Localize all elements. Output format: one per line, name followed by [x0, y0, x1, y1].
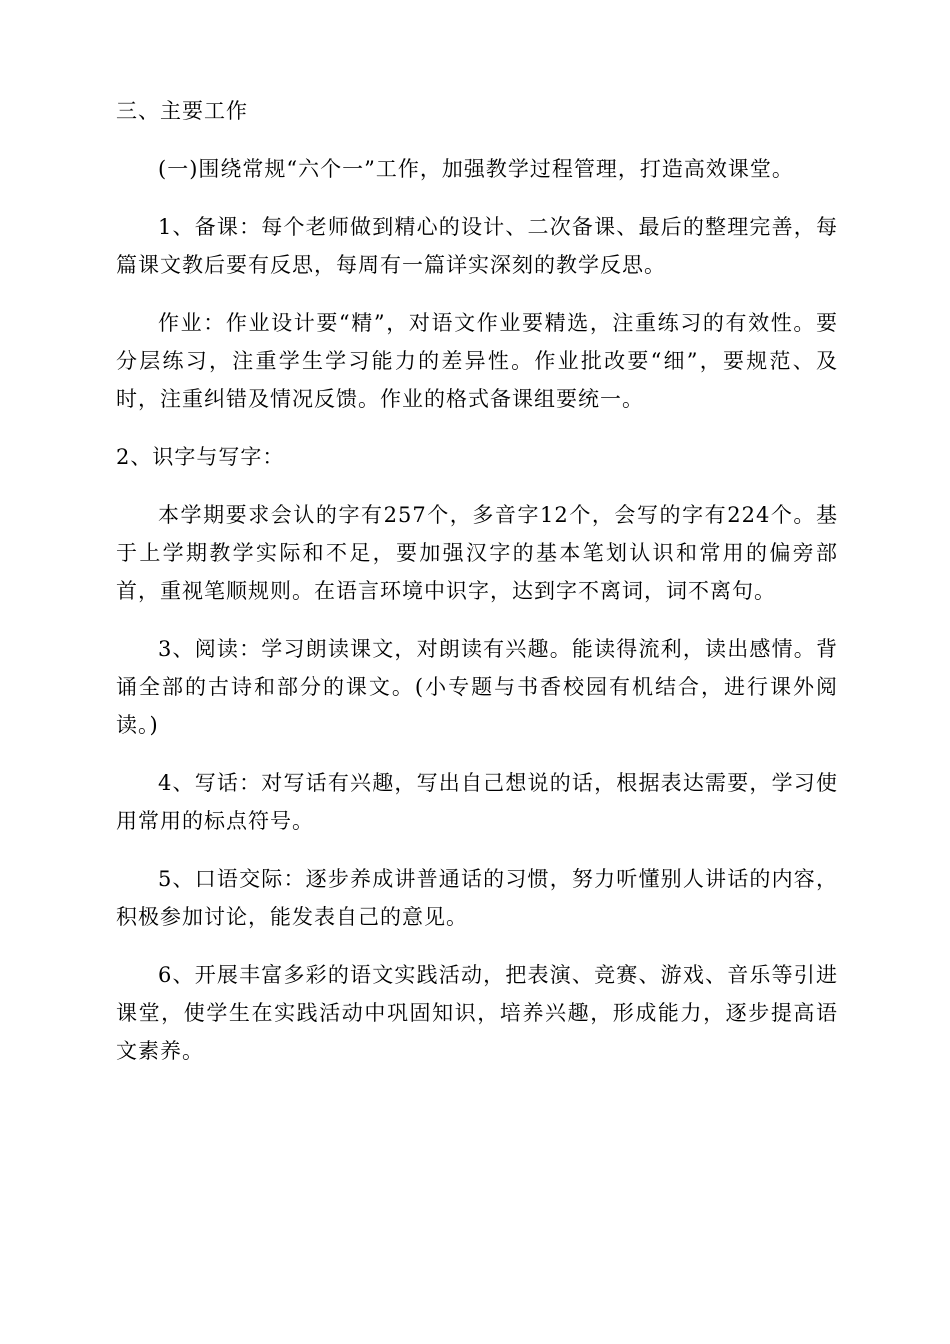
section-heading: 三、主要工作 [116, 99, 248, 123]
paragraph-homework: 作业：作业设计要“精”，对语文作业要精选，注重练习的有效性。要分层练习，注重学生学习能力的差异性。作业批改要“细”，要规范、及时，注重纠错及情况反馈。作业的格式备课组要统一。 [116, 311, 838, 411]
paragraph-activities: 6、开展丰富多彩的语文实践活动，把表演、竞赛、游戏、音乐等引进课堂，使学生在实践活动中巩固知识，培养兴趣，形成能力，逐步提高语文素养。 [116, 963, 838, 1063]
document-body [116, 92, 838, 1070]
paragraph-literacy-heading: 2、识字与写字： [116, 445, 285, 469]
paragraph-literacy: 本学期要求会认的字有257个，多音字12个，会写的字有224个。基于上学期教学实际和不足，要加强汉字的基本笔划认识和常用的偏旁部首，重视笔顺规则。在语言环境中识字，达到字不离词，词不离句。 [116, 503, 838, 603]
paragraph-reading: 3、阅读：学习朗读课文，对朗读有兴趣。能读得流利，读出感情。背诵全部的古诗和部分的课文。(小专题与书香校园有机结合，进行课外阅读。) [116, 637, 838, 737]
paragraph-writing: 4、写话：对写话有兴趣，写出自己想说的话，根据表达需要，学习使用常用的标点符号。 [116, 771, 838, 833]
subsection-heading: (一)围绕常规“六个一”工作，加强教学过程管理，打造高效课堂。 [158, 157, 794, 181]
paragraph-lesson-prep: 1、备课：每个老师做到精心的设计、二次备课、最后的整理完善，每篇课文教后要有反思，每周有一篇详实深刻的教学反思。 [116, 215, 838, 277]
paragraph-oral: 5、口语交际：逐步养成讲普通话的习惯，努力听懂别人讲话的内容，积极参加讨论，能发表自己的意见。 [116, 867, 838, 929]
